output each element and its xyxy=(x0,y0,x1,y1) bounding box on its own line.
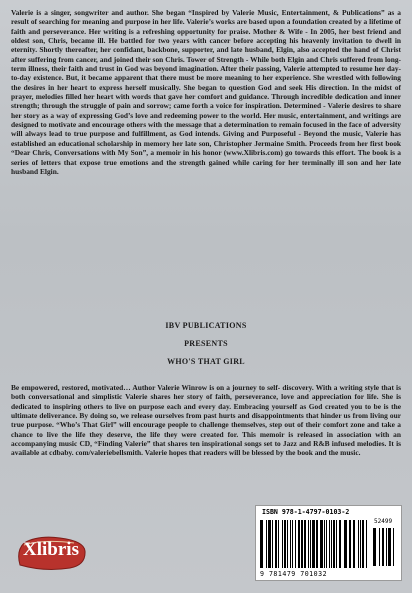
barcode-bar xyxy=(310,520,311,568)
barcode-bar xyxy=(278,520,279,568)
book-title-heading: WHO'S THAT GIRL xyxy=(167,357,245,366)
isbn-text: ISBN 978-1-4797-0103-2 xyxy=(262,508,350,516)
price-barcode-bar xyxy=(379,528,380,566)
barcode-bar xyxy=(292,520,293,568)
barcode-bar xyxy=(272,520,273,568)
barcode-bar xyxy=(268,520,271,568)
barcode-bar xyxy=(362,520,364,568)
barcode-box xyxy=(255,505,402,581)
barcode-bar xyxy=(260,520,263,568)
price-barcode-bar xyxy=(382,528,384,566)
ean-number: 9 781479 701032 xyxy=(260,570,328,578)
barcode-bar xyxy=(333,520,335,568)
barcode-bar xyxy=(304,520,306,568)
barcode-bar xyxy=(275,520,277,568)
barcode-bar xyxy=(320,520,323,568)
barcode-bar xyxy=(326,520,327,568)
barcode-bar xyxy=(316,520,318,568)
barcode-bar xyxy=(349,520,351,568)
price-barcode-bar xyxy=(388,528,391,566)
price-barcode-bar xyxy=(386,528,387,566)
barcode-bar xyxy=(366,520,367,568)
logo-text: Xlibris xyxy=(23,539,79,560)
barcode-bar xyxy=(266,520,267,568)
barcode-bar xyxy=(312,520,315,568)
barcode-bar xyxy=(353,520,355,568)
barcode-bar xyxy=(301,520,303,568)
price-barcode-bar xyxy=(393,528,394,566)
barcode-bar xyxy=(339,520,341,568)
ean-barcode xyxy=(260,520,370,568)
barcode-bar xyxy=(282,520,283,568)
barcode-bar xyxy=(324,520,325,568)
barcode-bar xyxy=(308,520,309,568)
barcode-bar xyxy=(329,520,330,568)
price-barcode-bar xyxy=(373,528,376,566)
price-barcode xyxy=(373,528,397,566)
presents-heading: PRESENTS xyxy=(184,339,228,348)
barcode-bar xyxy=(298,520,300,568)
barcode-bar xyxy=(287,520,288,568)
book-description-paragraph: Be empowered, restored, motivated… Author Valerie Winrow is on a journey to self- discovery. With a writing style that is both conversational and simplistic Valerie shares her story of faith, perseverance, love and appreciation for life. She is dedicated to inspiring others to live on purpose each and every day. Embracing yourself as God created you to be is the ultimate deliverance. By doing so, we release ourselves from past hurts and disappointments that hinder us from living our true purpose. “Who’s That Girl” will encourage people to challenge themselves, step out of their comfort zone and take a chance to live the life they deserve, the life they were created for. This memoir is released in association with an accompanying music CD, “Finding Valerie” that shares ten inspirational songs set to Jazz and R&B infused melodies. It is available at cdbaby. com/valeriebellsmith. Valerie hopes that readers will be blessed by the book and the music. xyxy=(11,383,401,458)
barcode-bar xyxy=(284,520,286,568)
barcode-bar xyxy=(344,520,347,568)
barcode-bar xyxy=(360,520,361,568)
price-code: 52499 xyxy=(374,518,393,525)
barcode-bar xyxy=(358,520,359,568)
barcode-bar xyxy=(331,520,332,568)
barcode-bar xyxy=(290,520,291,568)
xlibris-logo xyxy=(14,535,88,571)
author-bio-paragraph: Valerie is a singer, songwriter and author. She began “Inspired by Valerie Music, Entertainment, & Publications” as a result of searching for meaning and purpose in her life. Valerie’s works are based upon a foundation created by a lifetime of faith and perseverance. Her writing is a refreshing opportunity for praise. Mother & Wife - In 2005, her best friend and oldest son, Chris, became ill. He battled for two years with cancer before accepting his heavenly invitation to dwell in eternity. Shortly thereafter, her confidant, backbone, supporter, and late husband, Elgin, also accepted the hand of Christ after suffering from cancer, and joined their son Chris. Tower of Strength - While both Elgin and Chris suffered from long-term illness, their faith and trust in God was beyond imagination. After their passing, Valerie attempted to resume her day-to-day existence. But, it became apparent that there must be more meaning to her experience. She wrestled with following the desires in her heart to express herself musically. She began to question God and seek His direction. In the midst of prayer, melodies filled her heart with words that gave her comfort and guidance. Through incredible dedication and inner strength; through the struggle of pain and sorrow; came forth a voice for inspiration. Determined - Valerie desires to share her story as a way of expressing God’s love and redeeming power to the world. Her music, entertainment, and writings are designed to motivate and encourage others with the message that a determination to remain focused in the face of adversity will always lead to true purpose and fulfillment, as God intends. Giving and Purposeful - Beyond the music, Valerie has established an educational scholarship in memory her late son, Christopher Jermaine Smith. Proceeds from her first book “Dear Chris, Conversations with My Son”, a memoir in his honor (www.Xlibris.com) go towards this effort. The book is a series of letters that expose true emotions and the strength gained while caring for her terminally ill son and her late husband Elgin. xyxy=(11,8,401,176)
publisher-heading: IBV PUBLICATIONS xyxy=(165,321,247,330)
barcode-bar xyxy=(336,520,337,568)
barcode-bar xyxy=(295,520,296,568)
